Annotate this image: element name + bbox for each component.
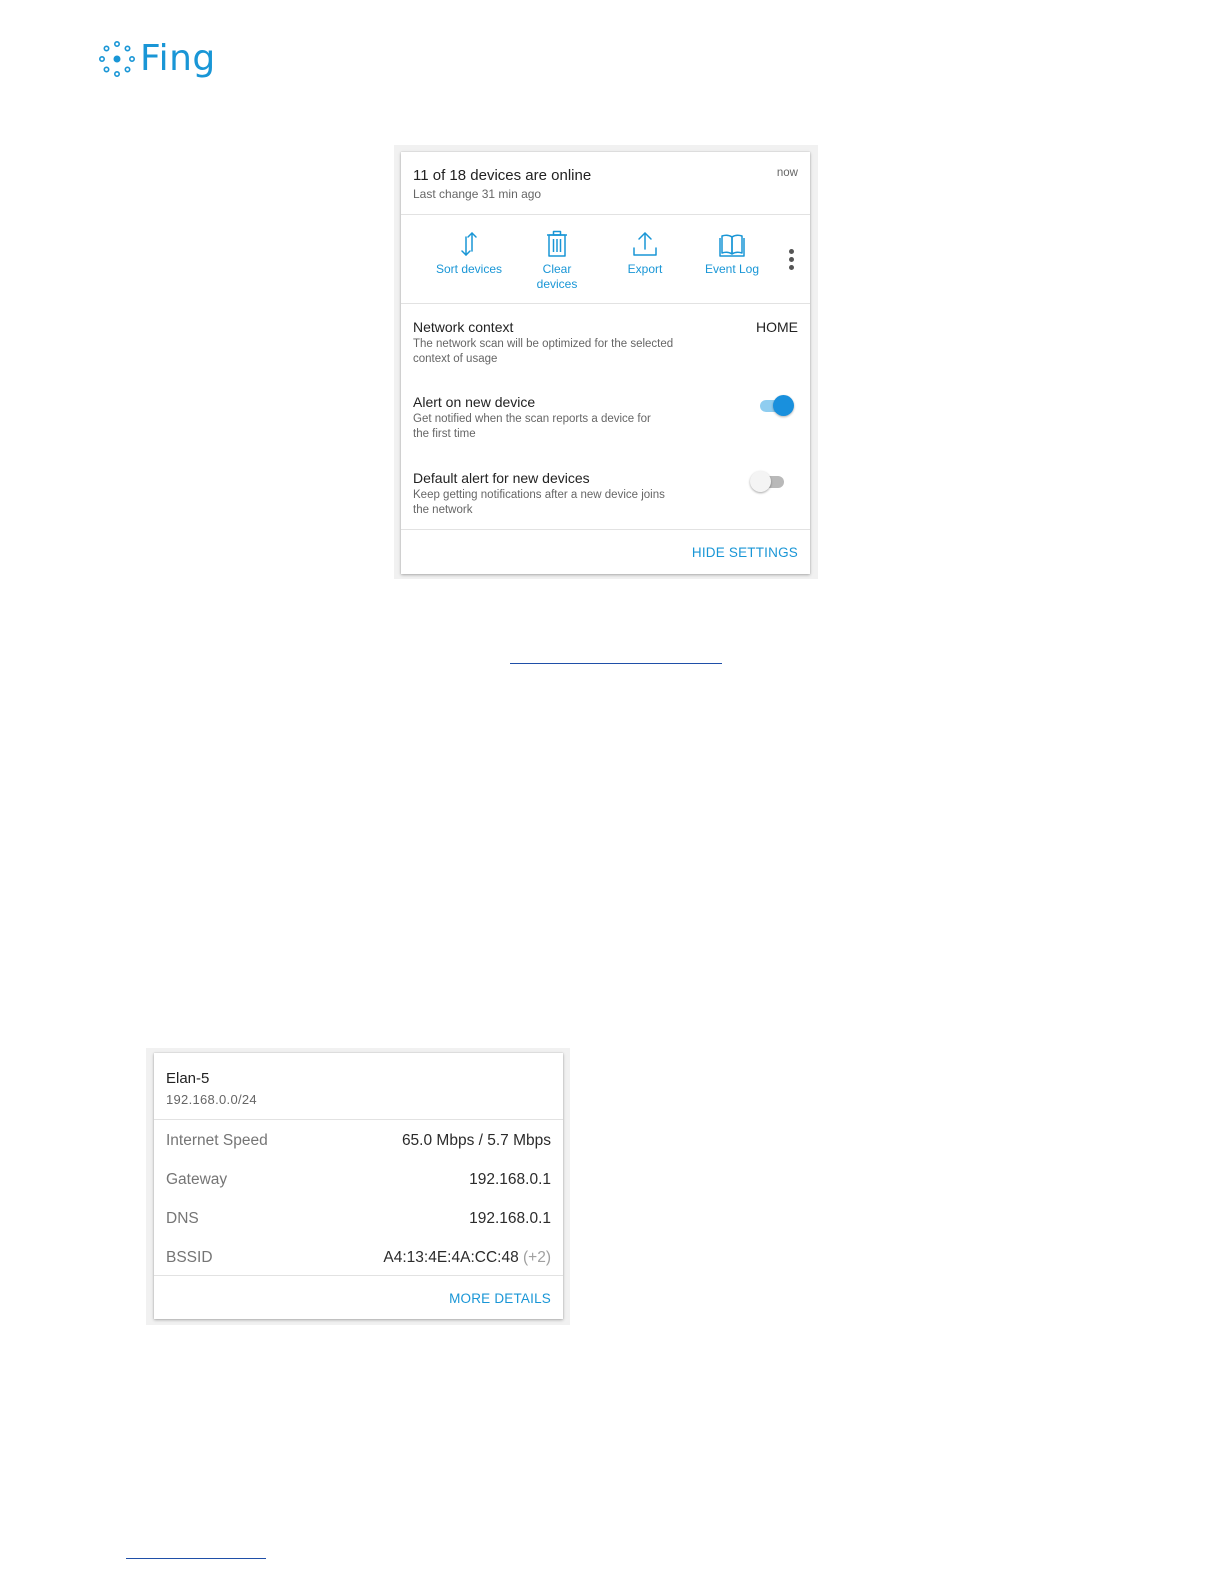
bssid-value-row bbox=[383, 1249, 551, 1267]
event-log-label: Event Log bbox=[704, 262, 760, 276]
default-alert-description: Keep getting notifications after a new device joins the network bbox=[413, 489, 665, 516]
alert-new-device-title: Alert on new device bbox=[413, 394, 536, 410]
divider bbox=[154, 1275, 563, 1276]
network-subnet: 192.168.0.0/24 bbox=[166, 1092, 257, 1107]
divider bbox=[401, 214, 810, 215]
hide-settings-button[interactable]: HIDE SETTINGS bbox=[691, 545, 798, 560]
link-underline bbox=[126, 1558, 266, 1559]
clear-devices-label: Clear devices bbox=[536, 262, 578, 291]
trash-icon bbox=[544, 230, 570, 258]
more-details-button[interactable]: MORE DETAILS bbox=[449, 1291, 551, 1306]
bssid-value: A4:13:4E:4A:CC:48 bbox=[383, 1249, 519, 1266]
link-underline bbox=[510, 663, 722, 664]
dns-label: DNS bbox=[166, 1210, 199, 1227]
upload-icon bbox=[632, 230, 658, 258]
internet-speed-label: Internet Speed bbox=[166, 1132, 268, 1149]
sort-devices-button[interactable] bbox=[424, 230, 514, 277]
fing-logo-icon bbox=[98, 40, 136, 78]
alert-new-device-toggle[interactable] bbox=[758, 395, 794, 415]
book-icon bbox=[719, 230, 745, 258]
devices-online-title: 11 of 18 devices are online bbox=[413, 167, 592, 184]
bssid-label: BSSID bbox=[166, 1249, 213, 1266]
network-settings-screenshot bbox=[394, 145, 818, 579]
fing-logo bbox=[98, 38, 216, 80]
network-info-card bbox=[154, 1053, 563, 1319]
sort-devices-label: Sort devices bbox=[435, 262, 503, 276]
network-name: Elan-5 bbox=[166, 1070, 210, 1087]
default-alert-title: Default alert for new devices bbox=[413, 470, 590, 486]
alert-new-device-description: Get notified when the scan reports a device for the first time bbox=[413, 413, 651, 440]
divider bbox=[401, 529, 810, 530]
network-context-description: The network scan will be optimized for the selected context of usage bbox=[413, 338, 674, 365]
bssid-extra-count: (+2) bbox=[523, 1249, 551, 1266]
network-context-value[interactable]: HOME bbox=[756, 319, 798, 335]
export-label: Export bbox=[627, 262, 663, 276]
network-info-screenshot bbox=[146, 1048, 570, 1325]
clear-devices-button[interactable] bbox=[512, 230, 602, 292]
network-context-title: Network context bbox=[413, 319, 514, 335]
event-log-button[interactable] bbox=[687, 230, 777, 277]
divider bbox=[154, 1119, 563, 1120]
divider bbox=[401, 303, 810, 304]
timestamp: now bbox=[776, 167, 798, 179]
more-vertical-icon[interactable] bbox=[786, 249, 796, 271]
network-status-card bbox=[401, 152, 810, 574]
sort-arrows-icon bbox=[456, 230, 482, 258]
gateway-value: 192.168.0.1 bbox=[469, 1171, 551, 1188]
internet-speed-value: 65.0 Mbps / 5.7 Mbps bbox=[401, 1132, 551, 1149]
last-change-text: Last change 31 min ago bbox=[413, 187, 542, 201]
brand-name: Fing bbox=[140, 38, 216, 79]
default-alert-toggle[interactable] bbox=[750, 471, 786, 491]
dns-value: 192.168.0.1 bbox=[469, 1210, 551, 1227]
export-button[interactable] bbox=[600, 230, 690, 277]
gateway-label: Gateway bbox=[166, 1171, 228, 1188]
